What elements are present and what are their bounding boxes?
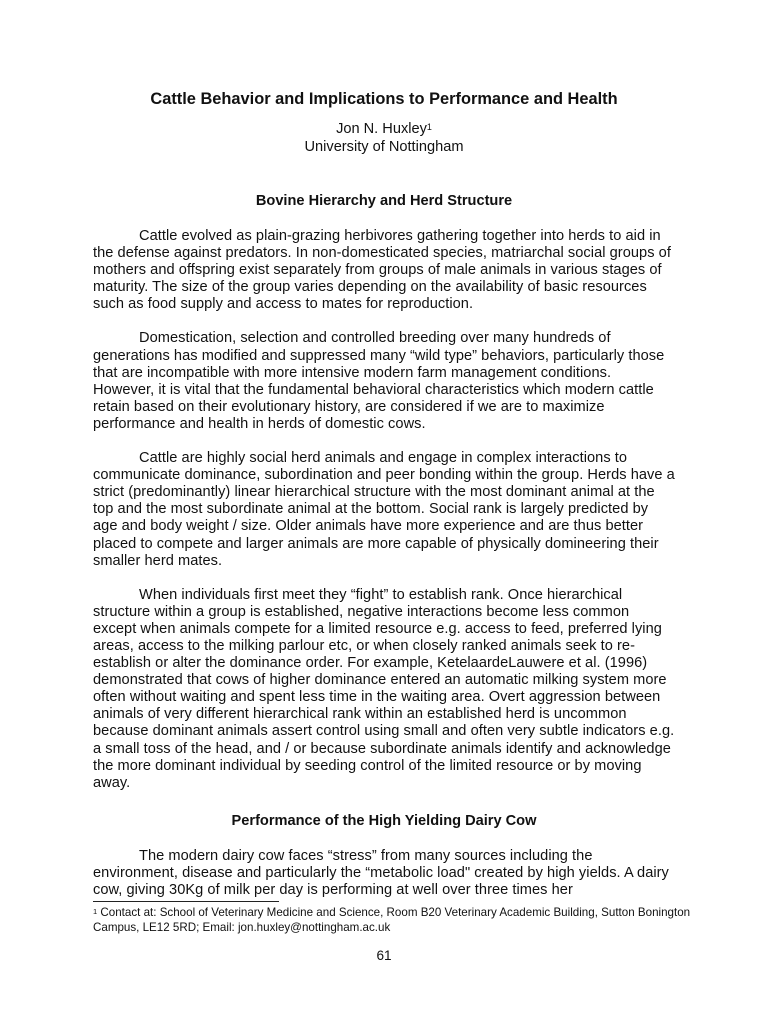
paragraph: The modern dairy cow faces “stress” from many sources including the environment, disease and particularly the “metabolic load" created by high yields. A dairy cow, giving 30Kg of milk per day is performing at well over three times her [93, 847, 669, 898]
author-name: Jon N. Huxley [336, 121, 427, 137]
paragraph: Cattle evolved as plain-grazing herbivores gathering together into herds to aid in the defense against predators. In non-domesticated species, matriarchal social groups of mothers and offspring exist separately from groups of male animals in various stages of maturity. The size of the group varies depending on the availability of basic resources such as food supply and access to mates for reproduction. [93, 228, 671, 313]
author-block [93, 120, 675, 156]
page-number: 61 [376, 948, 392, 963]
document-title: Cattle Behavior and Implications to Performance and Health [150, 90, 618, 108]
footnote-divider [93, 901, 279, 902]
affiliation: University of Nottingham [304, 139, 464, 155]
footnote-text: Contact at: School of Veterinary Medicine and Science, Room B20 Veterinary Academic Building, Sutton Bonington Campus, LE12 5RD; Email: jon.huxley@nottingham.ac.uk [93, 906, 691, 934]
section-heading-performance: Performance of the High Yielding Dairy Cow [231, 812, 537, 829]
paragraph: When individuals first meet they “fight” to establish rank. Once hierarchical structure within a group is established, negative interactions become less common except when animals compete for a limited resource e.g. access to feed, preferred lying areas, access to the milking parlour etc, or when closely ranked animals seek to re-establish or alter the dominance order. For example, KetelaardeLauwere et al. (1996) demonstrated that cows of higher dominance entered an automatic milking system more often without waiting and spent less time in the waiting area. Overt aggression between animals of very different hierarchical rank within an established herd is uncommon because dominant animals assert control using small and often very subtle indicators e.g. a small toss of the head, and / or because subordinate animals identify and acknowledge the more dominant individual by seeding control of the limited resource or by moving away. [93, 586, 675, 791]
paragraph: Domestication, selection and controlled breeding over many hundreds of generations has modified and suppressed many “wild type” behaviors, particularly those that are incompatible with more intensive modern farm management conditions. However, it is vital that the fundamental behavioral characteristics which modern cattle retain based on their evolutionary history, are considered if we are to maximize performance and health in herds of domestic cows. [93, 330, 665, 432]
footnote-marker: 1 [93, 907, 98, 916]
document-page [93, 88, 675, 899]
footnote [93, 906, 693, 935]
section-heading-hierarchy: Bovine Hierarchy and Herd Structure [255, 193, 513, 209]
author-footnote-marker: 1 [426, 122, 432, 132]
author-line [93, 120, 675, 138]
paragraph: Cattle are highly social herd animals and engage in complex interactions to communicate dominance, subordination and peer bonding within the group. Herds have a strict (predominantly) linear hierarchical structure with the most dominant animal at the top and the most subordinate animal at the bottom. Social rank is largely predicted by age and body weight / size. Older animals have more experience and are thus better placed to compete and larger animals are more capable of physically domineering their smaller herd mates. [93, 450, 675, 569]
